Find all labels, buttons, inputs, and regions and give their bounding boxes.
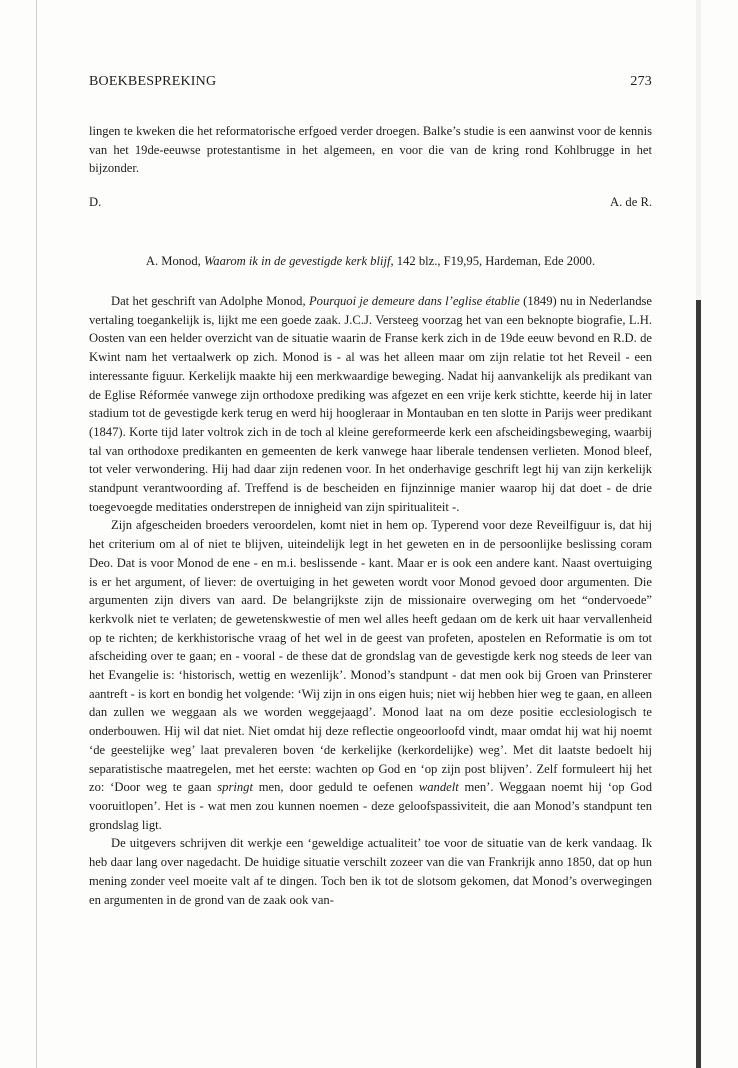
review-heading <box>89 254 652 269</box>
previous-review-ending <box>89 122 652 178</box>
review-paragraph-2 <box>89 516 652 834</box>
running-head <box>89 74 652 96</box>
reviewer-initials: A. de R. <box>610 195 652 209</box>
closing-paragraph: lingen te kweken die het reformatorische erfgoed verder droegen. Balke’s studie is een aanwinst voor de kennis van het 19de-eeuwse protestantisme in het algemeen, en voor die van de kring rond Kohlbrugge in het bijzonder. <box>89 124 652 176</box>
p2-text-a: Zijn afgescheiden broeders veroordelen, komt niet in hem op. Typerend voor deze Reveilfiguur is, dat hij het criterium om al of niet te blijven, uiteindelijk legt in het geweten en in de persoonlijke beslissing coram Deo. Dat is voor Monod de ene - en m.i. beslissende - kant. Maar er is ook een andere kant. Naast overtuiging is er het argument, of liever: de overtuiging in het geweten wordt voor Monod gevoed door argumenten. Die argumenten zijn divers van aard. De belangrijkste zijn de missionaire overweging om het “ondervoede” kerkvolk niet te verlaten; de gewetenskwestie of men wel alles heeft gedaan om de kerk uit haar vervallenheid op te richten; de kerkhistorische vraag of het wel in de geest van profeten, apostelen en Reformatie is om tot afscheiding over te gaan; en - vooral - de these dat de grondslag van de gevestigde kerk nog steeds de leer van het Evangelie is: ‘historisch, wettig en wezenlijk’. Monod’s standpunt - dat men ook bij Groen van Prinsterer aantreft - is kort en bondig het volgende: ‘Wij zijn in ons eigen huis; niet wij hebben hier weg te gaan, en alleen dan zullen we weggaan als we worden weggejaagd’. Monod laat na om deze positie ecclesiologisch te onderbouwen. Hij wil dat niet. Niet omdat hij deze reflectie ongeoorloofd vindt, maar omdat hij wat hij noemt ‘de geestelijke weg’ laat prevaleren boven ‘de kerkelijke (kerkordelijke) weg’. Met dit laatste bedoelt hij separatistische maatregelen, met het eerste: wachten op God en ‘op zijn post blijven’. Zelf formuleert hij het zo: ‘Door weg te gaan <box>89 518 652 795</box>
p1-text-b: (1849) nu in Nederlandse vertaling toegankelijk is, lijkt me een goede zaak. J.C.J. Versteeg voorzag het van een beknopte biografie, L.H. Oosten van een helder overzicht van de situatie waarin de Franse kerk zich in de 19de eeuw bevond en R.D. de Kwint nam het vertaalwerk op zich. Monod is - al was het alleen maar om zijn relatie tot het Reveil - een interessante figuur. Kerkelijk maakte hij een merkwaardige beweging. Nadat hij aanvankelijk als predikant van de Eglise Réformée vanwege zijn orthodoxe prediking was afgezet en een vrije kerk stichtte, keerde hij in later stadium tot de gevestigde kerk terug en werd hij hoogleraar in Montauban en ten slotte in Parijs weer predikant (1847). Korte tijd later voltrok zich in de toch al kleine gereformeerde kerk een afscheidingsbeweging, waarbij tal van orthodoxe predikanten en gemeenten de kerk vanwege haar liberale tendensen verlieten. Monod bleef, tot veler verwondering. Hij had daar zijn redenen voor. In het onderhavige geschrift legt hij van zijn kerkelijk standpunt verantwoording af. Treffend is de bescheiden en fijnzinnige manier waarop hij dat doet - de drie toegevoegde meditaties onderstrepen de innigheid van zijn spiritualiteit -. <box>89 294 652 514</box>
review-author: A. Monod, <box>145 254 201 268</box>
review-paragraph-3: De uitgevers schrijven dit werkje een ‘geweldige actualiteit’ toe voor de situatie van de kerk vandaag. Ik heb daar lang over nagedacht. De huidige situatie verschilt zozeer van die van Frankrijk anno 1850, dat op hun mening zonder veel moeite valt af te dingen. Toch ben ik tot de slotsom gekomen, dat Monod’s overwegingen en argumenten in de grond van de zaak ook van- <box>89 836 652 907</box>
running-head-title: BOEKBESPREKING <box>89 74 217 89</box>
review-book-title: Waarom ik in de gevestigde kerk blijf, <box>203 254 394 268</box>
review-paragraph-1 <box>89 292 652 516</box>
p2-text-b: men, door geduld te oefenen <box>258 780 414 795</box>
p2-text-c: men’. Weggaan noemt hij ‘op God vooruitlopen’. Het is - wat men zou kunnen noemen - deze geloofspassiviteit, die aan Monod’s standpunt ten grondslag ligt. <box>89 780 653 832</box>
signoff-initial: D. <box>89 195 102 209</box>
p2-emphasis-2: wandelt <box>418 780 459 795</box>
page-number: 273 <box>630 74 652 89</box>
scan-edge-right-top <box>696 0 701 300</box>
review-body <box>89 292 652 909</box>
scan-edge-left <box>36 0 37 1068</box>
p1-french-title: Pourquoi je demeure dans l’eglise établie <box>308 294 520 308</box>
p1-text-a: Dat het geschrift van Adolphe Monod, <box>111 294 306 308</box>
scan-edge-right-bottom <box>696 300 701 1068</box>
review-book-details: 142 blz., F19,95, Hardeman, Ede 2000. <box>396 254 596 268</box>
p2-emphasis-1: springt <box>217 780 253 795</box>
